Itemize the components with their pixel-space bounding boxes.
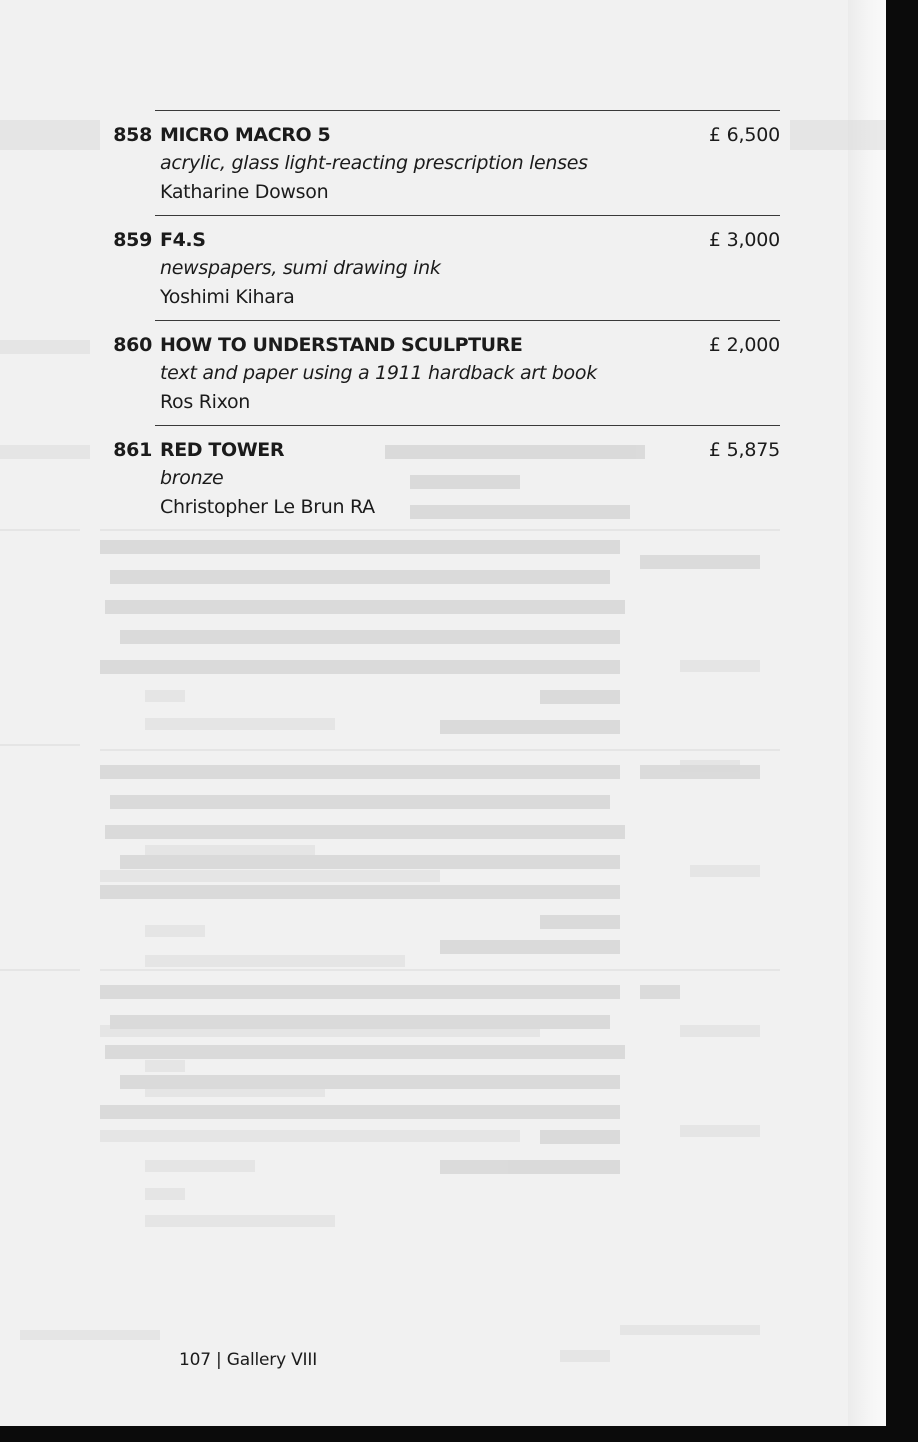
lot-number: 860 [113, 334, 152, 356]
divider-rule [155, 320, 780, 321]
artist-name: Christopher Le Brun RA [160, 496, 375, 518]
artwork-title: RED TOWER [160, 439, 285, 461]
artwork-medium: text and paper using a 1911 hardback art book [160, 362, 597, 384]
divider-rule [155, 215, 780, 216]
divider-rule [155, 110, 780, 111]
artist-name: Ros Rixon [160, 391, 251, 413]
artwork-price: £ 3,000 [708, 229, 780, 251]
artist-name: Yoshimi Kihara [160, 286, 295, 308]
artwork-medium: newspapers, sumi drawing ink [160, 257, 441, 279]
artwork-price: £ 6,500 [708, 124, 780, 146]
artwork-price: £ 2,000 [708, 334, 780, 356]
artwork-price: £ 5,875 [708, 439, 780, 461]
page-footer: 107 | Gallery VIII [179, 1350, 318, 1370]
artwork-title: MICRO MACRO 5 [160, 124, 331, 146]
lot-number: 859 [113, 229, 152, 251]
divider-rule [155, 425, 780, 426]
lot-number: 861 [113, 439, 152, 461]
page-edge [848, 0, 886, 1426]
lot-number: 858 [113, 124, 152, 146]
artwork-medium: bronze [160, 467, 224, 489]
scan-border [0, 1426, 918, 1442]
artwork-title: F4.S [160, 229, 206, 251]
artist-name: Katharine Dowson [160, 181, 329, 203]
artwork-medium: acrylic, glass light-reacting prescription lenses [160, 152, 588, 174]
artwork-title: HOW TO UNDERSTAND SCULPTURE [160, 334, 523, 356]
